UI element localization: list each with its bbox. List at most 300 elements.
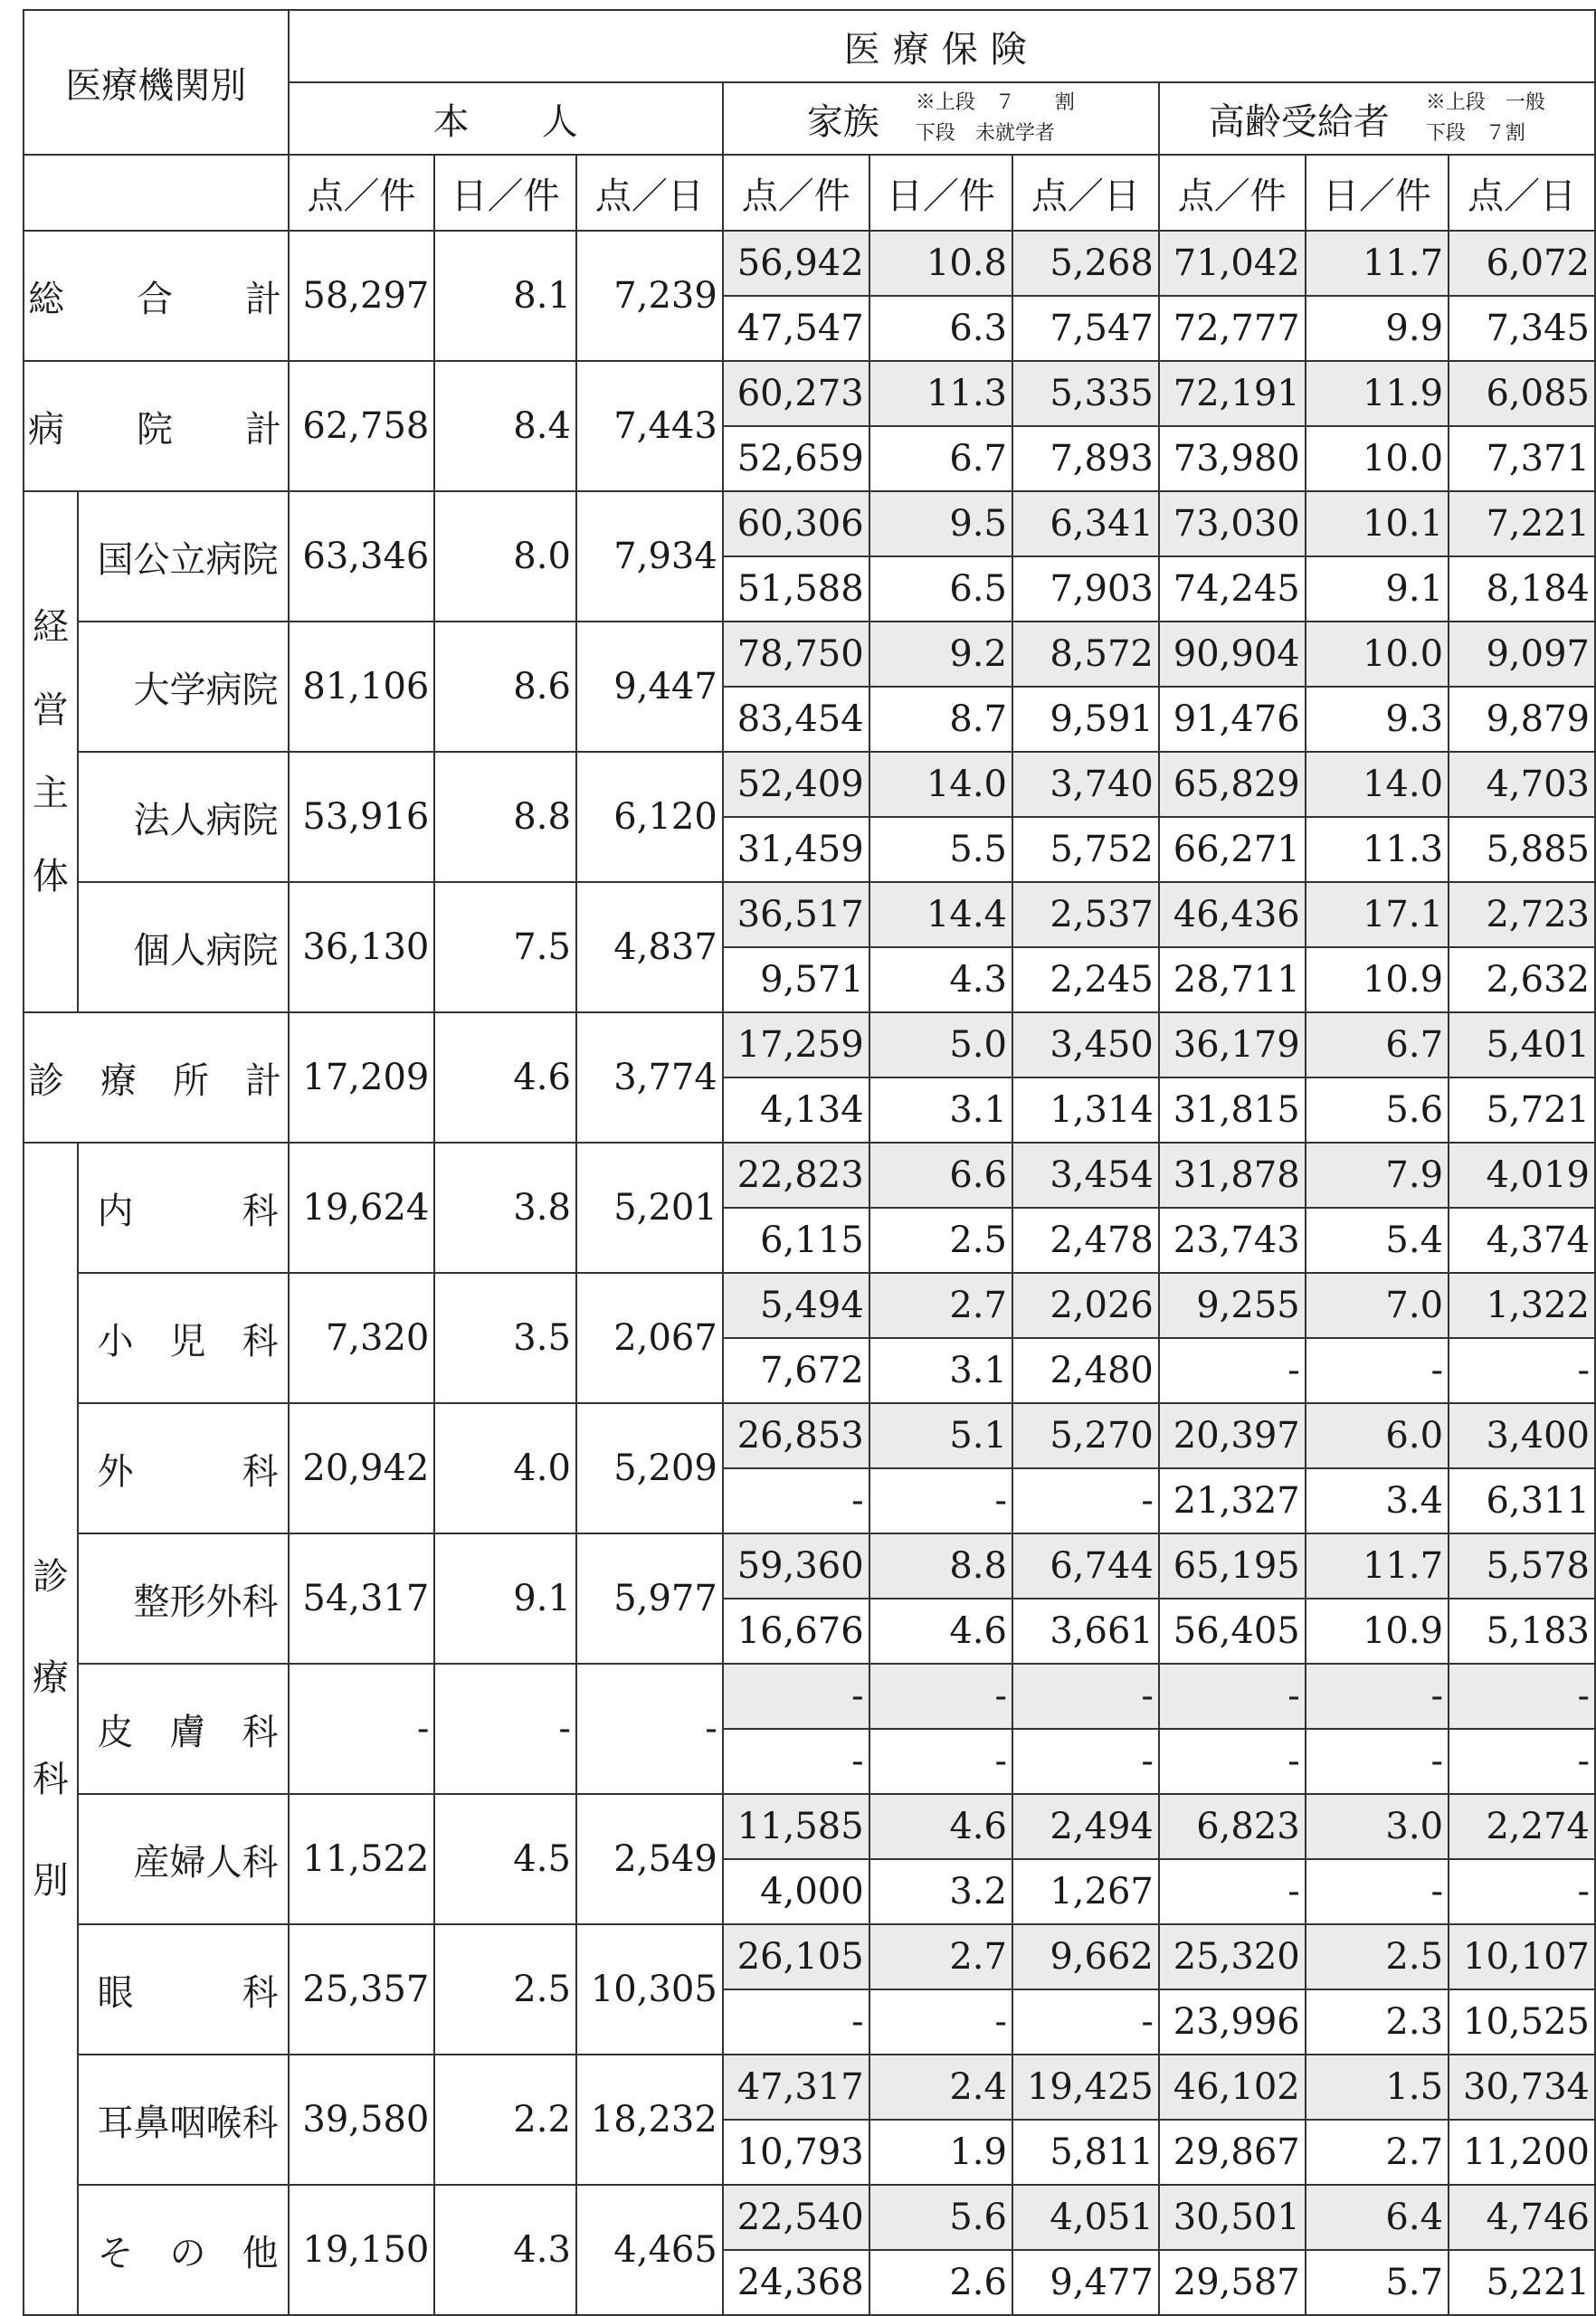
upper-cell: 9.5 <box>869 491 1012 556</box>
row-label: 病 院 計 <box>24 361 289 491</box>
upper-cell: 20,397 <box>1159 1403 1306 1468</box>
upper-cell: 3,450 <box>1012 1012 1159 1077</box>
honnin-cell: 5,209 <box>576 1403 723 1533</box>
upper-cell: 46,102 <box>1159 2055 1306 2120</box>
upper-cell: 5,401 <box>1449 1012 1595 1077</box>
lower-cell: 9.9 <box>1306 296 1449 361</box>
honnin-cell: 4,837 <box>576 882 723 1012</box>
honnin-cell: 6,120 <box>576 752 723 882</box>
lower-cell: 66,271 <box>1159 817 1306 882</box>
upper-cell: 7.9 <box>1306 1143 1449 1208</box>
kazoku-note-bottom: 下段 未就学者 <box>915 122 1055 145</box>
lower-cell: - <box>869 1468 1012 1533</box>
group-char: 営 <box>32 689 69 731</box>
unit-header-row <box>24 155 1595 231</box>
upper-cell: 6,085 <box>1449 361 1595 426</box>
honnin-cell: 54,317 <box>289 1533 435 1664</box>
upper-cell: 71,042 <box>1159 231 1306 296</box>
lower-cell: - <box>1306 1338 1449 1403</box>
upper-cell: - <box>1159 1664 1306 1729</box>
lower-cell: 10,525 <box>1449 1989 1595 2055</box>
row-label: 産婦人科 <box>78 1794 289 1924</box>
lower-cell: 9,571 <box>723 947 869 1012</box>
upper-cell: 5,268 <box>1012 231 1159 296</box>
honnin-cell: 4.0 <box>434 1403 576 1533</box>
lower-cell: 4,374 <box>1449 1208 1595 1273</box>
lower-cell: 9,879 <box>1449 687 1595 752</box>
lower-cell: 9,591 <box>1012 687 1159 752</box>
group-char: 診 <box>32 1556 69 1598</box>
upper-cell: 2.7 <box>869 1924 1012 1989</box>
unit-header: 点／件 <box>1159 155 1306 231</box>
unit-header: 点／件 <box>723 155 869 231</box>
table-row <box>24 491 1595 556</box>
lower-cell: 56,405 <box>1159 1599 1306 1664</box>
upper-cell: 3,740 <box>1012 752 1159 817</box>
lower-cell: 21,327 <box>1159 1468 1306 1533</box>
upper-cell: 8,572 <box>1012 622 1159 687</box>
upper-cell: 30,734 <box>1449 2055 1595 2120</box>
table-row <box>24 361 1595 426</box>
lower-cell: 11.3 <box>1306 817 1449 882</box>
upper-cell: - <box>1306 1664 1449 1729</box>
honnin-cell: 7.5 <box>434 882 576 1012</box>
honnin-cell: 19,624 <box>289 1143 435 1273</box>
upper-cell: 3,400 <box>1449 1403 1595 1468</box>
row-label: 皮 膚 科 <box>78 1664 289 1794</box>
lower-cell: 6,311 <box>1449 1468 1595 1533</box>
upper-cell: 4.6 <box>869 1794 1012 1859</box>
honnin-cell: 5,201 <box>576 1143 723 1273</box>
group-char: 体 <box>32 856 69 897</box>
table-row <box>24 1533 1595 1599</box>
honnin-cell: 4,465 <box>576 2185 723 2315</box>
upper-cell: 65,829 <box>1159 752 1306 817</box>
lower-cell: 2,480 <box>1012 1338 1159 1403</box>
upper-cell: 9.2 <box>869 622 1012 687</box>
lower-cell: - <box>723 1468 869 1533</box>
lower-cell: 7,547 <box>1012 296 1159 361</box>
honnin-cell: 17,209 <box>289 1012 435 1143</box>
koreisha-note-top: ※上段 一般 <box>1425 91 1545 114</box>
lower-cell: 5.4 <box>1306 1208 1449 1273</box>
lower-cell: - <box>1306 1859 1449 1924</box>
upper-cell: - <box>1449 1664 1595 1729</box>
honnin-cell: 3.8 <box>434 1143 576 1273</box>
group-label-keiei <box>24 491 78 1012</box>
header-blank <box>24 155 289 231</box>
lower-cell: 6.5 <box>869 556 1012 622</box>
group-char: 経 <box>32 606 69 648</box>
upper-cell: - <box>1012 1664 1159 1729</box>
upper-cell: 14.4 <box>869 882 1012 947</box>
unit-header: 日／件 <box>434 155 576 231</box>
lower-cell: 2.3 <box>1306 1989 1449 2055</box>
lower-cell: 9.1 <box>1306 556 1449 622</box>
honnin-cell: 3.5 <box>434 1273 576 1403</box>
honnin-cell: 7,443 <box>576 361 723 491</box>
upper-cell: 10.0 <box>1306 622 1449 687</box>
row-label: 法人病院 <box>78 752 289 882</box>
header-koreisha-note <box>1426 88 1545 149</box>
lower-cell: - <box>869 1989 1012 2055</box>
upper-cell: 30,501 <box>1159 2185 1306 2250</box>
medical-statistics-sheet <box>23 9 1596 2316</box>
row-label: 外 科 <box>78 1403 289 1533</box>
honnin-cell: 4.5 <box>434 1794 576 1924</box>
upper-cell: 6.6 <box>869 1143 1012 1208</box>
upper-cell: 2,274 <box>1449 1794 1595 1859</box>
upper-cell: 17,259 <box>723 1012 869 1077</box>
table-row <box>24 1273 1595 1338</box>
table-row <box>24 1143 1595 1208</box>
lower-cell: 5,221 <box>1449 2250 1595 2315</box>
honnin-cell: 39,580 <box>289 2055 435 2185</box>
upper-cell: 11.7 <box>1306 231 1449 296</box>
upper-cell: 59,360 <box>723 1533 869 1599</box>
lower-cell: 7,345 <box>1449 296 1595 361</box>
lower-cell: 8.7 <box>869 687 1012 752</box>
unit-header: 点／日 <box>576 155 723 231</box>
upper-cell: 7.0 <box>1306 1273 1449 1338</box>
upper-cell: 6.0 <box>1306 1403 1449 1468</box>
lower-cell: - <box>1012 1729 1159 1794</box>
row-label: 国公立病院 <box>78 491 289 622</box>
lower-cell: 23,743 <box>1159 1208 1306 1273</box>
lower-cell: 3.1 <box>869 1338 1012 1403</box>
lower-cell: 5,885 <box>1449 817 1595 882</box>
header-insurance: 医療保険 <box>289 10 1596 82</box>
lower-cell: - <box>1012 1989 1159 2055</box>
lower-cell: - <box>1159 1338 1306 1403</box>
lower-cell: - <box>1449 1729 1595 1794</box>
lower-cell: 2,245 <box>1012 947 1159 1012</box>
row-label: 大学病院 <box>78 622 289 752</box>
lower-cell: 31,459 <box>723 817 869 882</box>
honnin-cell: 25,357 <box>289 1924 435 2055</box>
upper-cell: 14.0 <box>1306 752 1449 817</box>
lower-cell: 73,980 <box>1159 426 1306 491</box>
upper-cell: 26,105 <box>723 1924 869 1989</box>
honnin-cell: 3,774 <box>576 1012 723 1143</box>
honnin-cell: - <box>576 1664 723 1794</box>
table-row <box>24 1664 1595 1729</box>
lower-cell: - <box>723 1729 869 1794</box>
row-label: 整形外科 <box>78 1533 289 1664</box>
row-label: 個人病院 <box>78 882 289 1012</box>
upper-cell: 11.7 <box>1306 1533 1449 1599</box>
upper-cell: 2.4 <box>869 2055 1012 2120</box>
honnin-cell: 18,232 <box>576 2055 723 2185</box>
lower-cell: 2,632 <box>1449 947 1595 1012</box>
lower-cell: 91,476 <box>1159 687 1306 752</box>
upper-cell: 19,425 <box>1012 2055 1159 2120</box>
honnin-cell: 9,447 <box>576 622 723 752</box>
lower-cell: 51,588 <box>723 556 869 622</box>
lower-cell: 7,371 <box>1449 426 1595 491</box>
upper-cell: 5,494 <box>723 1273 869 1338</box>
upper-cell: 6.4 <box>1306 2185 1449 2250</box>
group-label-shinryoka <box>24 1143 78 2315</box>
upper-cell: 9,097 <box>1449 622 1595 687</box>
honnin-cell: 7,239 <box>576 231 723 361</box>
lower-cell: 5,183 <box>1449 1599 1595 1664</box>
honnin-cell: 62,758 <box>289 361 435 491</box>
upper-cell: 14.0 <box>869 752 1012 817</box>
honnin-cell: 8.1 <box>434 231 576 361</box>
upper-cell: 26,853 <box>723 1403 869 1468</box>
group-char: 主 <box>32 773 69 814</box>
lower-cell: 11,200 <box>1449 2120 1595 2185</box>
row-label: そ の 他 <box>78 2185 289 2315</box>
lower-cell: 1,267 <box>1012 1859 1159 1924</box>
lower-cell: - <box>1159 1729 1306 1794</box>
group-char: 別 <box>32 1860 69 1902</box>
table-row <box>24 752 1595 817</box>
upper-cell: 5,335 <box>1012 361 1159 426</box>
upper-cell: 6,072 <box>1449 231 1595 296</box>
upper-cell: 2,026 <box>1012 1273 1159 1338</box>
row-label: 総 合 計 <box>24 231 289 361</box>
lower-cell: 9,477 <box>1012 2250 1159 2315</box>
lower-cell: - <box>1449 1859 1595 1924</box>
upper-cell: 25,320 <box>1159 1924 1306 1989</box>
table-body <box>24 231 1595 2315</box>
unit-header: 日／件 <box>869 155 1012 231</box>
table-row <box>24 231 1595 296</box>
lower-cell: 29,587 <box>1159 2250 1306 2315</box>
lower-cell: 2,478 <box>1012 1208 1159 1273</box>
lower-cell: 7,903 <box>1012 556 1159 622</box>
honnin-cell: 10,305 <box>576 1924 723 2055</box>
table-row <box>24 2185 1595 2250</box>
row-label: 眼 科 <box>78 1924 289 2055</box>
upper-cell: 5,270 <box>1012 1403 1159 1468</box>
lower-cell: - <box>869 1729 1012 1794</box>
kazoku-note-top: ※上段 ７ 割 <box>915 91 1075 114</box>
upper-cell: 60,273 <box>723 361 869 426</box>
upper-cell: 9,662 <box>1012 1924 1159 1989</box>
upper-cell: 46,436 <box>1159 882 1306 947</box>
upper-cell: 10.8 <box>869 231 1012 296</box>
lower-cell: 4,000 <box>723 1859 869 1924</box>
honnin-cell: 9.1 <box>434 1533 576 1664</box>
lower-cell: 3.1 <box>869 1077 1012 1143</box>
upper-cell: 3,454 <box>1012 1143 1159 1208</box>
upper-cell: 3.0 <box>1306 1794 1449 1859</box>
honnin-cell: 4.6 <box>434 1012 576 1143</box>
header-institution-label: 医療機関別 <box>65 64 247 107</box>
koreisha-note-bottom: 下段 ７割 <box>1425 122 1525 145</box>
upper-cell: 78,750 <box>723 622 869 687</box>
lower-cell: 4.6 <box>869 1599 1012 1664</box>
group-char: 科 <box>32 1759 69 1800</box>
honnin-cell: 81,106 <box>289 622 435 752</box>
lower-cell: 52,659 <box>723 426 869 491</box>
upper-cell: 2,537 <box>1012 882 1159 947</box>
honnin-cell: 4.3 <box>434 2185 576 2315</box>
lower-cell: 6.3 <box>869 296 1012 361</box>
lower-cell: 6,115 <box>723 1208 869 1273</box>
lower-cell: 47,547 <box>723 296 869 361</box>
header-kazoku <box>723 82 1159 155</box>
upper-cell: 36,517 <box>723 882 869 947</box>
upper-cell: 22,540 <box>723 2185 869 2250</box>
lower-cell: 5.5 <box>869 817 1012 882</box>
upper-cell: 56,942 <box>723 231 869 296</box>
lower-cell: 5.6 <box>1306 1077 1449 1143</box>
group-char: 療 <box>32 1657 69 1699</box>
lower-cell: 3.2 <box>869 1859 1012 1924</box>
honnin-cell: 63,346 <box>289 491 435 622</box>
lower-cell: 5.7 <box>1306 2250 1449 2315</box>
lower-cell: - <box>1159 1859 1306 1924</box>
lower-cell: 7,893 <box>1012 426 1159 491</box>
table-row <box>24 2055 1595 2120</box>
honnin-cell: 8.6 <box>434 622 576 752</box>
lower-cell: 2.6 <box>869 2250 1012 2315</box>
honnin-cell: 8.0 <box>434 491 576 622</box>
lower-cell: 7,672 <box>723 1338 869 1403</box>
upper-cell: 4,019 <box>1449 1143 1595 1208</box>
lower-cell: 4,134 <box>723 1077 869 1143</box>
upper-cell: 73,030 <box>1159 491 1306 556</box>
upper-cell: 2.7 <box>869 1273 1012 1338</box>
upper-cell: 4,051 <box>1012 2185 1159 2250</box>
lower-cell: 2.7 <box>1306 2120 1449 2185</box>
table-row <box>24 1794 1595 1859</box>
table-row <box>24 1403 1595 1468</box>
upper-cell: 11,585 <box>723 1794 869 1859</box>
lower-cell: 72,777 <box>1159 296 1306 361</box>
header-honnin: 本 人 <box>289 82 723 155</box>
honnin-cell: 2,067 <box>576 1273 723 1403</box>
lower-cell: 3.4 <box>1306 1468 1449 1533</box>
upper-cell: 1,322 <box>1449 1273 1595 1338</box>
lower-cell: 1,314 <box>1012 1077 1159 1143</box>
unit-header: 日／件 <box>1306 155 1449 231</box>
upper-cell: 10.1 <box>1306 491 1449 556</box>
lower-cell: 31,815 <box>1159 1077 1306 1143</box>
lower-cell: 10.9 <box>1306 947 1449 1012</box>
honnin-cell: 8.8 <box>434 752 576 882</box>
lower-cell: - <box>1449 1338 1595 1403</box>
honnin-cell: 2.2 <box>434 2055 576 2185</box>
lower-cell: 29,867 <box>1159 2120 1306 2185</box>
upper-cell: 47,317 <box>723 2055 869 2120</box>
upper-cell: 5.1 <box>869 1403 1012 1468</box>
honnin-cell: 5,977 <box>576 1533 723 1664</box>
upper-cell: 36,179 <box>1159 1012 1306 1077</box>
unit-header: 点／件 <box>289 155 435 231</box>
lower-cell: 16,676 <box>723 1599 869 1664</box>
lower-cell: 6.7 <box>869 426 1012 491</box>
upper-cell: 2,723 <box>1449 882 1595 947</box>
honnin-cell: 7,320 <box>289 1273 435 1403</box>
upper-cell: 5,578 <box>1449 1533 1595 1599</box>
honnin-cell: 19,150 <box>289 2185 435 2315</box>
header-kazoku-note <box>916 88 1075 149</box>
lower-cell: 28,711 <box>1159 947 1306 1012</box>
honnin-cell: - <box>289 1664 435 1794</box>
honnin-cell: 36,130 <box>289 882 435 1012</box>
lower-cell: 10.0 <box>1306 426 1449 491</box>
header-institution <box>24 10 289 155</box>
lower-cell: - <box>723 1989 869 2055</box>
upper-cell: 6,823 <box>1159 1794 1306 1859</box>
honnin-cell: 7,934 <box>576 491 723 622</box>
upper-cell: 1.5 <box>1306 2055 1449 2120</box>
header-koreisha-label: 高齢受給者 <box>1208 100 1390 143</box>
header-koreisha <box>1159 82 1595 155</box>
medical-insurance-table <box>23 9 1596 2316</box>
honnin-cell: 11,522 <box>289 1794 435 1924</box>
row-label: 耳鼻咽喉科 <box>78 2055 289 2185</box>
upper-cell: 10,107 <box>1449 1924 1595 1989</box>
honnin-cell: 2.5 <box>434 1924 576 2055</box>
lower-cell: - <box>1306 1729 1449 1794</box>
header-kazoku-label: 家族 <box>806 100 879 143</box>
table-row <box>24 1012 1595 1077</box>
table-row <box>24 1924 1595 1989</box>
row-label: 小 児 科 <box>78 1273 289 1403</box>
lower-cell: 5,811 <box>1012 2120 1159 2185</box>
lower-cell: 23,996 <box>1159 1989 1306 2055</box>
lower-cell: 10.9 <box>1306 1599 1449 1664</box>
upper-cell: 6,744 <box>1012 1533 1159 1599</box>
lower-cell: 1.9 <box>869 2120 1012 2185</box>
upper-cell: 31,878 <box>1159 1143 1306 1208</box>
upper-cell: 8.8 <box>869 1533 1012 1599</box>
lower-cell: 2.5 <box>869 1208 1012 1273</box>
lower-cell: 10,793 <box>723 2120 869 2185</box>
table-row <box>24 622 1595 687</box>
honnin-cell: 58,297 <box>289 231 435 361</box>
upper-cell: 4,746 <box>1449 2185 1595 2250</box>
upper-cell: 2,494 <box>1012 1794 1159 1859</box>
upper-cell: 7,221 <box>1449 491 1595 556</box>
lower-cell: 3,661 <box>1012 1599 1159 1664</box>
honnin-cell: 20,942 <box>289 1403 435 1533</box>
lower-cell: 24,368 <box>723 2250 869 2315</box>
honnin-cell: 8.4 <box>434 361 576 491</box>
upper-cell: 5.0 <box>869 1012 1012 1077</box>
upper-cell: 9,255 <box>1159 1273 1306 1338</box>
row-label: 診 療 所 計 <box>24 1012 289 1143</box>
lower-cell: 5,752 <box>1012 817 1159 882</box>
upper-cell: 6.7 <box>1306 1012 1449 1077</box>
lower-cell: 8,184 <box>1449 556 1595 622</box>
unit-header: 点／日 <box>1012 155 1159 231</box>
honnin-cell: 53,916 <box>289 752 435 882</box>
row-label: 内 科 <box>78 1143 289 1273</box>
lower-cell: 83,454 <box>723 687 869 752</box>
table-row <box>24 882 1595 947</box>
lower-cell: - <box>1012 1468 1159 1533</box>
upper-cell: 72,191 <box>1159 361 1306 426</box>
honnin-cell: 2,549 <box>576 1794 723 1924</box>
upper-cell: 11.9 <box>1306 361 1449 426</box>
upper-cell: 17.1 <box>1306 882 1449 947</box>
upper-cell: - <box>723 1664 869 1729</box>
unit-header: 点／日 <box>1449 155 1595 231</box>
upper-cell: - <box>869 1664 1012 1729</box>
lower-cell: 5,721 <box>1449 1077 1595 1143</box>
honnin-cell: - <box>434 1664 576 1794</box>
lower-cell: 74,245 <box>1159 556 1306 622</box>
upper-cell: 2.5 <box>1306 1924 1449 1989</box>
upper-cell: 60,306 <box>723 491 869 556</box>
